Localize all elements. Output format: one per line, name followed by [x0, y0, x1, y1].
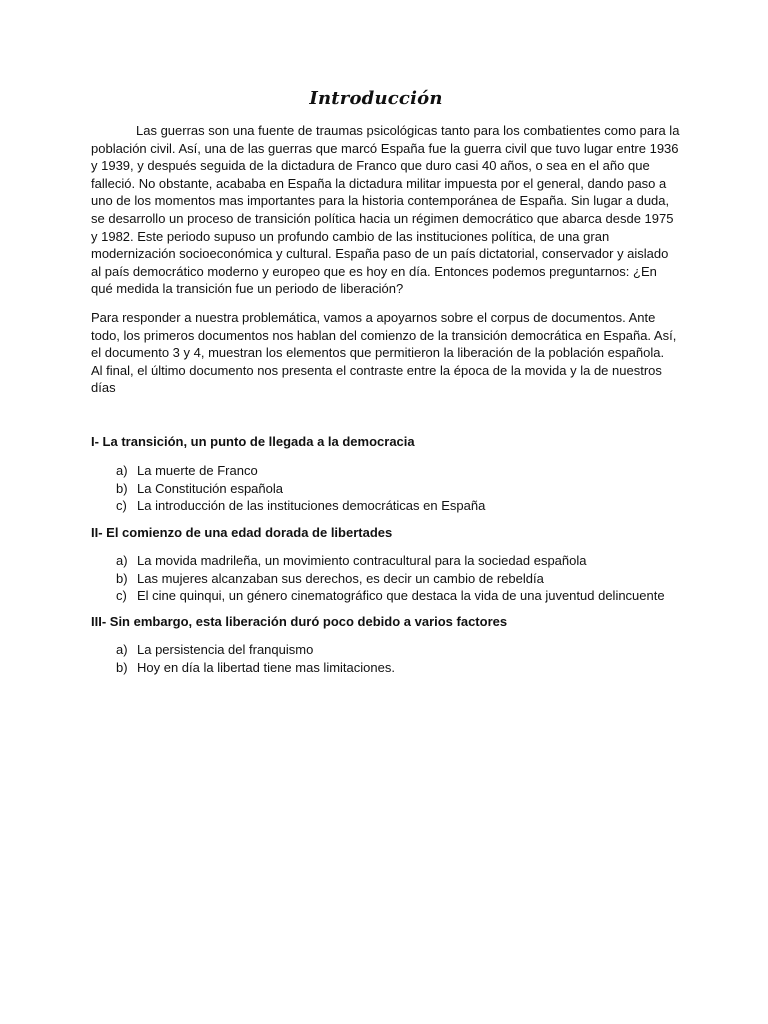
paragraph-line: se desarrollo un proceso de transición política hacia un régimen democrático que abarca desde 1975	[91, 210, 674, 226]
list-marker: c)	[116, 498, 127, 514]
list-item	[91, 497, 485, 515]
section-3-list	[91, 641, 395, 676]
paragraph-line: y 1982. Este periodo supuso un profundo cambio de las instituciones política, de una gran	[91, 228, 610, 244]
paragraph-line: todo, los primeros documentos nos hablan del comienzo de la transición democrática en España. Así,	[91, 327, 677, 343]
section-1-list	[91, 462, 485, 515]
list-marker: b)	[116, 480, 128, 496]
list-marker: c)	[116, 588, 127, 604]
paragraph-line: falleció. No obstante, acababa en España la dictadura militar impuesta por el general, dando paso a	[91, 175, 667, 191]
paragraph-line: qué medida la transición fue un periodo de liberación?	[91, 281, 404, 297]
list-item-text: El cine quinqui, un género cinematográfico que destaca la vida de una juventud delincuente	[137, 588, 665, 604]
list-item	[91, 587, 665, 605]
section-heading-3: III- Sin embargo, esta liberación duró poco debido a varios factores	[91, 614, 508, 629]
list-marker: a)	[116, 463, 128, 478]
section-heading-1: I- La transición, un punto de llegada a la democracia	[91, 434, 415, 449]
paragraph-line: Para responder a nuestra problemática, vamos a apoyarnos sobre el corpus de documentos. Ante	[91, 310, 656, 325]
paragraph-line: uno de los momentos mas importantes para la historia contemporánea de España. Sin lugar a duda,	[91, 193, 670, 209]
section-2-list	[91, 552, 665, 605]
list-item-text: Hoy en día la libertad tiene mas limitaciones.	[137, 659, 395, 675]
paragraph-line: y 1939, y después seguida de la dictadura de Franco que duro casi 40 años, o sea en el año que	[91, 158, 650, 174]
list-item-text: La muerte de Franco	[137, 463, 258, 478]
paragraph-line: el documento 3 y 4, muestran los elementos que permitieron la liberación de la población española.	[91, 345, 665, 361]
list-marker: b)	[116, 659, 128, 675]
list-item-text: La persistencia del franquismo	[137, 642, 314, 657]
paragraph-line: población civil. Así, una de las guerras que marcó España fue la guerra civil que tuvo lugar entre 1936	[91, 140, 679, 156]
second-paragraph	[91, 309, 695, 397]
list-marker: b)	[116, 570, 128, 586]
section-heading-2: II- El comienzo de una edad dorada de libertades	[91, 525, 393, 540]
list-marker: a)	[116, 642, 128, 657]
list-item-text: La Constitución española	[137, 480, 283, 496]
paragraph-line: días	[91, 380, 116, 396]
list-item-text: Las mujeres alcanzaban sus derechos, es decir un cambio de rebeldía	[137, 570, 544, 586]
list-item	[91, 462, 485, 480]
document-title: Introducción	[309, 88, 443, 109]
paragraph-line: Al final, el último documento nos presenta el contraste entre la época de la movida y la de nuestros	[91, 362, 662, 378]
paragraph-line: al país democrático moderno y europeo que es hoy en día. Entonces podemos preguntarnos: ¿En	[91, 263, 657, 279]
paragraph-line: Las guerras son una fuente de traumas psicológicas tanto para los combatientes como para la	[136, 123, 680, 138]
list-item	[91, 552, 665, 570]
paragraph-line: modernización socioeconómica y cultural. España paso de un país dictatorial, conservador y aislado	[91, 246, 669, 262]
list-item	[91, 641, 395, 659]
list-item	[91, 659, 395, 677]
list-item-text: La movida madrileña, un movimiento contracultural para la sociedad española	[137, 553, 587, 568]
list-item	[91, 480, 485, 498]
list-item	[91, 570, 665, 588]
intro-paragraph	[91, 122, 695, 298]
list-marker: a)	[116, 553, 128, 568]
list-item-text: La introducción de las instituciones democráticas en España	[137, 498, 486, 514]
